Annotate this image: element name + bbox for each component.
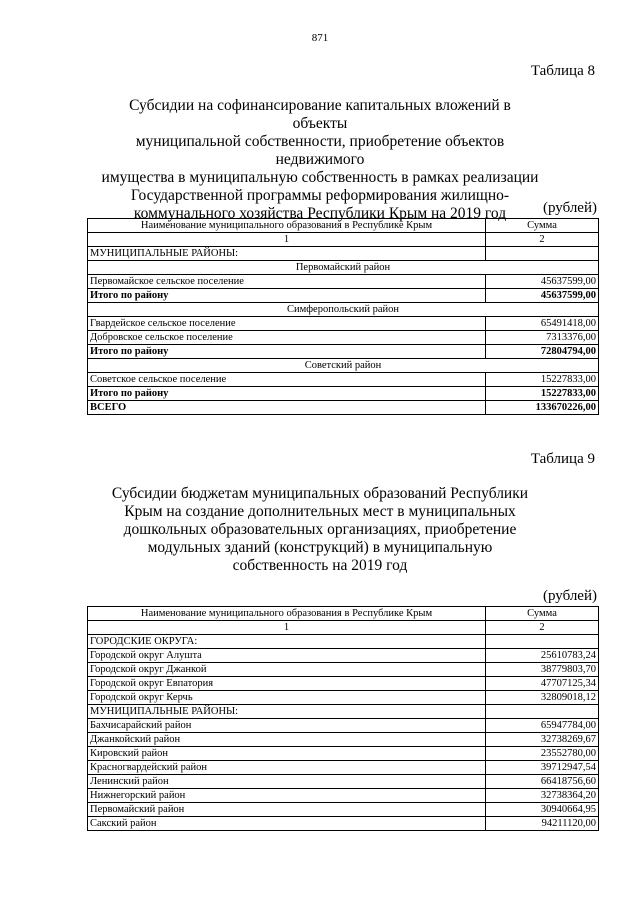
row-name: Первомайский район <box>88 803 486 817</box>
row-sum: 47707125,34 <box>486 677 599 691</box>
row-sum: 45637599,00 <box>486 275 599 289</box>
row-sum: 15227833,00 <box>486 373 599 387</box>
row-sum: 32809018,12 <box>486 691 599 705</box>
title-line: Крым на создание дополнительных мест в муниципальных <box>124 503 516 520</box>
table-row <box>88 331 599 345</box>
total-sum: 15227833,00 <box>486 387 599 401</box>
title-line: собственность на 2019 год <box>232 557 408 574</box>
table-row <box>88 373 599 387</box>
district-row <box>88 303 599 317</box>
title-line: Субсидии бюджетам муниципальных образований Республики <box>111 485 529 502</box>
row-name: Добровское сельское поселение <box>88 331 486 345</box>
title-line: модульных зданий (конструкций) в муниципальную <box>147 539 493 556</box>
row-name: Кировский район <box>88 747 486 761</box>
row-sum: 65491418,00 <box>486 317 599 331</box>
row-sum: 30940664,95 <box>486 803 599 817</box>
column-header-name: Наименование муниципального образования в Республике Крым <box>88 607 486 621</box>
table-row <box>88 803 599 817</box>
table-8-label: Таблица 8 <box>530 63 595 79</box>
district-row <box>88 359 599 373</box>
row-sum: 94211120,00 <box>486 817 599 831</box>
table-header-row <box>88 607 599 621</box>
district-row <box>88 261 599 275</box>
table-8 <box>87 218 599 415</box>
column-index: 1 <box>88 233 486 247</box>
column-index-row <box>88 621 599 635</box>
section-row <box>88 705 599 719</box>
page-number: 871 <box>311 32 329 44</box>
row-sum: 23552780,00 <box>486 747 599 761</box>
district-label: Советский район <box>88 359 599 373</box>
table-9-label: Таблица 9 <box>530 451 595 467</box>
table-row <box>88 775 599 789</box>
units-label: (рублей) <box>542 588 597 604</box>
table-row <box>88 663 599 677</box>
row-sum: 25610783,24 <box>486 649 599 663</box>
row-name: Советское сельское поселение <box>88 373 486 387</box>
row-sum: 39712947,54 <box>486 761 599 775</box>
row-name: Ленинский район <box>88 775 486 789</box>
column-index: 2 <box>486 233 599 247</box>
row-name: Городской округ Керчь <box>88 691 486 705</box>
column-index: 2 <box>486 621 599 635</box>
table-row <box>88 733 599 747</box>
table-row <box>88 761 599 775</box>
column-index-row <box>88 233 599 247</box>
title-line: имущества в муниципальную собственность в рамках реализации <box>101 169 539 186</box>
row-name: Городской округ Алушта <box>88 649 486 663</box>
row-name: Сакский район <box>88 817 486 831</box>
row-sum: 32738269,67 <box>486 733 599 747</box>
row-sum: 66418756,60 <box>486 775 599 789</box>
row-name: Первомайское сельское поселение <box>88 275 486 289</box>
district-label: Первомайский район <box>88 261 599 275</box>
row-sum: 32738364,20 <box>486 789 599 803</box>
table-row <box>88 719 599 733</box>
table-9-title <box>100 485 540 575</box>
row-sum: 65947784,00 <box>486 719 599 733</box>
section-label: МУНИЦИПАЛЬНЫЕ РАЙОНЫ: <box>88 705 486 719</box>
row-name: Городской округ Евпатория <box>88 677 486 691</box>
district-label: Симферопольский район <box>88 303 599 317</box>
row-sum: 7313376,00 <box>486 331 599 345</box>
row-name: Красногвардейский район <box>88 761 486 775</box>
total-sum: 72804794,00 <box>486 345 599 359</box>
table-row <box>88 317 599 331</box>
row-sum: 38779803,70 <box>486 663 599 677</box>
total-row <box>88 289 599 303</box>
total-row <box>88 387 599 401</box>
table-row <box>88 789 599 803</box>
row-name: Джанкойский район <box>88 733 486 747</box>
title-line: Субсидии на софинансирование капитальных вложений в объекты <box>129 97 511 132</box>
row-name: Городской округ Джанкой <box>88 663 486 677</box>
section-label: ГОРОДСКИЕ ОКРУГА: <box>88 635 486 649</box>
row-name: Нижнегорский район <box>88 789 486 803</box>
column-header-sum: Сумма <box>486 607 599 621</box>
table-row <box>88 817 599 831</box>
row-name: Бахчисарайский район <box>88 719 486 733</box>
table-row <box>88 649 599 663</box>
title-line: муниципальной собственности, приобретение объектов недвижимого <box>135 133 505 168</box>
column-header-name: Наименование муниципального образования в Республике Крым <box>88 219 486 233</box>
table-row <box>88 275 599 289</box>
total-label: Итого по району <box>88 345 486 359</box>
section-row <box>88 635 599 649</box>
table-8-title <box>100 97 540 223</box>
grand-total-label: ВСЕГО <box>88 401 486 415</box>
grand-total-sum: 133670226,00 <box>486 401 599 415</box>
title-line: дошкольных образовательных организациях, приобретение <box>123 521 517 538</box>
section-row <box>88 247 599 261</box>
column-header-sum: Сумма <box>486 219 599 233</box>
title-line: Государственной программы реформирования жилищно- <box>130 187 510 204</box>
section-label: МУНИЦИПАЛЬНЫЕ РАЙОНЫ: <box>88 247 486 261</box>
grand-total-row <box>88 401 599 415</box>
total-label: Итого по району <box>88 289 486 303</box>
total-sum: 45637599,00 <box>486 289 599 303</box>
table-header-row <box>88 219 599 233</box>
total-label: Итого по району <box>88 387 486 401</box>
table-row <box>88 747 599 761</box>
total-row <box>88 345 599 359</box>
table-row <box>88 677 599 691</box>
table-row <box>88 691 599 705</box>
title-line: коммунального хозяйства Республики Крым на 2019 год <box>133 205 507 222</box>
table-9 <box>87 606 599 831</box>
row-name: Гвардейское сельское поселение <box>88 317 486 331</box>
column-index: 1 <box>88 621 486 635</box>
units-label: (рублей) <box>542 200 597 216</box>
